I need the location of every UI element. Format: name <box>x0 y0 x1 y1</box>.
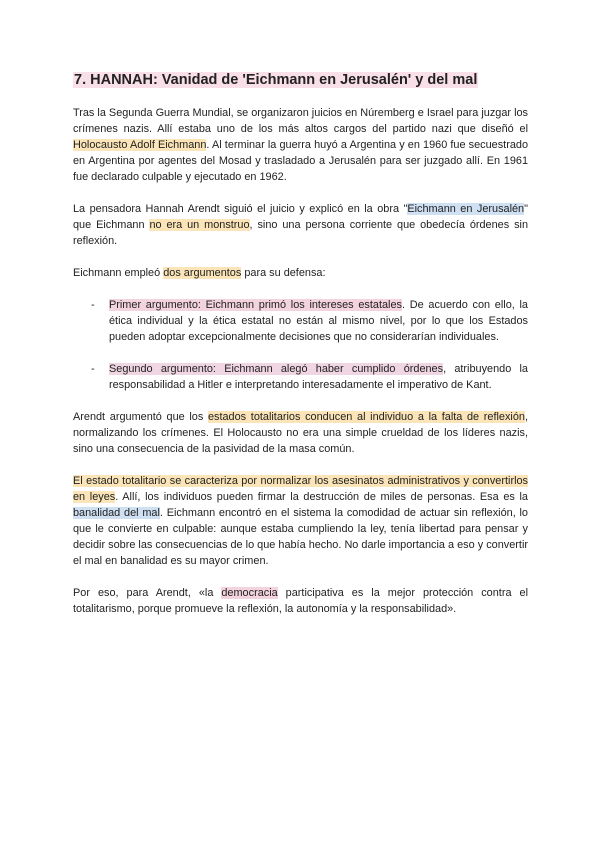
list-item <box>73 361 528 393</box>
highlight-estados-totalitarios: estados totalitarios conducen al individuo a la falta de reflexión <box>207 411 525 423</box>
highlight-estado-totalitario: El estado totalitario se caracteriza por normalizar los asesinatos administrativos y convertirlos en leyes <box>73 475 528 503</box>
paragraph-conclusion <box>73 585 528 617</box>
text-run: Tras la Segunda Guerra Mundial, se organizaron juicios en Núremberg e Israel para juzgar los crímenes nazis. Allí estaba uno de los más altos cargos del partido nazi que diseñó el <box>73 107 528 135</box>
text-run: , normalizando los crímenes. El Holocausto no era una simple crueldad de los líderes nazis, sino una consecuencia de la pasividad de la masa común. <box>73 411 528 455</box>
text-run: . De acuerdo con ello, la ética individual y la ética estatal no están al mismo nivel, por lo que los Estados pueden adoptar excepcionalmente decisiones que no considerarían individuales. <box>109 299 528 343</box>
text-run: Eichmann empleó <box>73 267 164 279</box>
page-title <box>73 70 528 90</box>
arguments-list <box>73 297 528 393</box>
paragraph-context <box>73 105 528 185</box>
paragraph-arendt <box>73 201 528 249</box>
text-run: para su defensa: <box>241 267 326 279</box>
highlight-dos-argumentos: dos argumentos <box>163 267 242 279</box>
highlight-eichmann: Holocausto Adolf Eichmann <box>73 139 207 151</box>
text-run: " que Eichmann <box>73 203 528 231</box>
list-item <box>73 297 528 345</box>
text-run: La pensadora Hannah Arendt siguió el juicio y explicó en la obra " <box>73 203 408 215</box>
highlight-democracia: democracia <box>221 587 278 599</box>
page-title-text: 7. HANNAH: Vanidad de 'Eichmann en Jerusalén' y del mal <box>74 72 478 88</box>
list-dash: - <box>91 363 95 375</box>
text-run: , atribuyendo la responsabilidad a Hitler e interpretando interesadamente el imperativo de Kant. <box>109 363 528 391</box>
highlight-banalidad: banalidad del mal <box>73 507 160 519</box>
text-run: Por eso, para Arendt, «la <box>73 587 222 599</box>
paragraph-banality <box>73 473 528 569</box>
text-run: Arendt argumentó que los <box>73 411 208 423</box>
document-page <box>73 70 528 633</box>
list-dash: - <box>91 299 95 311</box>
highlight-second-argument: Segundo argumento: Eichmann alegó haber cumplido órdenes <box>109 363 444 375</box>
text-run: . Allí, los individuos pueden firmar la destrucción de miles de personas. Esa es la <box>115 491 528 503</box>
text-run: . Al terminar la guerra huyó a Argentina y en 1960 fue secuestrado en Argentina por agentes del Mosad y trasladado a Jerusalén para ser juzgado allí. En 1961 fue declarado culpable y ejecutado en 1962. <box>73 139 529 183</box>
paragraph-arguments-intro <box>73 265 528 281</box>
text-run: participativa es la mejor protección contra el totalitarismo, porque promueve la reflexión, la autonomía y la responsabilidad». <box>73 587 528 615</box>
highlight-book-title: Eichmann en Jerusalén <box>407 203 525 215</box>
text-run: . Eichmann encontró en el sistema la comodidad de actuar sin reflexión, lo que le convierte en culpable: aunque estaba cumpliendo la ley, tenía libertad para pensar y decidir sobre las consecuencias de lo que había hecho. No darle importancia a eso y convertir el mal en banalidad es su mayor crimen. <box>73 507 528 567</box>
highlight-no-monstruo: no era un monstruo <box>149 219 250 231</box>
highlight-first-argument: Primer argumento: Eichmann primó los intereses estatales <box>109 299 402 311</box>
text-run: , sino una persona corriente que obedecía órdenes sin reflexión. <box>73 219 529 247</box>
paragraph-totalitarian-states <box>73 409 528 457</box>
